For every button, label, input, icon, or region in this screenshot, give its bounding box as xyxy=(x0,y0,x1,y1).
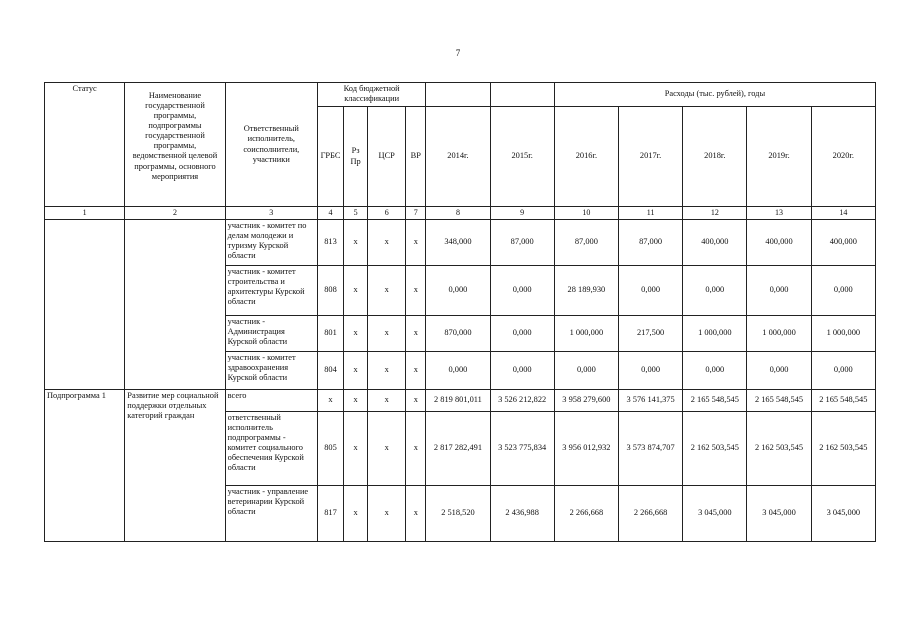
column-number: 6 xyxy=(368,207,406,220)
value-cell: 3 045,000 xyxy=(747,486,811,542)
value-cell: 2 817 282,491 xyxy=(426,412,490,486)
table-row xyxy=(45,390,876,412)
value-cell: 870,000 xyxy=(426,316,490,352)
value-cell: 0,000 xyxy=(618,266,682,316)
executor-cell: всего xyxy=(225,390,317,412)
value-cell: 2 165 548,545 xyxy=(747,390,811,412)
executor-cell: участник - управление ветеринарии Курской области xyxy=(225,486,317,542)
value-cell: 2 165 548,545 xyxy=(811,390,875,412)
rzpr-cell: x xyxy=(344,412,368,486)
value-cell: 2 162 503,545 xyxy=(747,412,811,486)
value-cell: 217,500 xyxy=(618,316,682,352)
value-cell: 87,000 xyxy=(490,220,554,266)
vr-cell: x xyxy=(406,220,426,266)
page-number: 7 xyxy=(455,48,461,58)
table-body xyxy=(45,220,876,542)
csr-cell: x xyxy=(368,412,406,486)
value-cell: 3 573 874,707 xyxy=(618,412,682,486)
value-cell: 2 266,668 xyxy=(554,486,618,542)
value-cell: 87,000 xyxy=(554,220,618,266)
value-cell: 2 266,668 xyxy=(618,486,682,542)
value-cell: 1 000,000 xyxy=(811,316,875,352)
value-cell: 3 958 279,600 xyxy=(554,390,618,412)
rzpr-cell: x xyxy=(344,266,368,316)
column-number: 7 xyxy=(406,207,426,220)
value-cell: 400,000 xyxy=(811,220,875,266)
csr-cell: x xyxy=(368,390,406,412)
executor-cell: участник - комитет здравоохранения Курской области xyxy=(225,352,317,390)
value-cell: 0,000 xyxy=(811,352,875,390)
header-rzpr: Рз Пр xyxy=(344,107,368,207)
executor-cell: участник - комитет по делам молодежи и туризму Курской области xyxy=(225,220,317,266)
value-cell: 2 819 801,011 xyxy=(426,390,490,412)
column-number: 14 xyxy=(811,207,875,220)
header-year: 2019г. xyxy=(747,107,811,207)
header-year: 2014г. xyxy=(426,107,490,207)
subprogram-status: Подпрограмма 1 xyxy=(45,390,125,542)
header-executor: Ответственный исполнитель, соисполнители, участники xyxy=(225,83,317,207)
csr-cell: x xyxy=(368,486,406,542)
value-cell: 0,000 xyxy=(747,352,811,390)
csr-cell: x xyxy=(368,316,406,352)
vr-cell: x xyxy=(406,316,426,352)
header-grbs: ГРБС xyxy=(317,107,343,207)
grbs-cell: 805 xyxy=(317,412,343,486)
value-cell: 1 000,000 xyxy=(747,316,811,352)
value-cell: 0,000 xyxy=(490,266,554,316)
value-cell: 0,000 xyxy=(683,352,747,390)
value-cell: 400,000 xyxy=(683,220,747,266)
executor-cell: участник - комитет строительства и архитектуры Курской области xyxy=(225,266,317,316)
value-cell: 1 000,000 xyxy=(683,316,747,352)
executor-cell: участник - Администрация Курской области xyxy=(225,316,317,352)
column-number: 12 xyxy=(683,207,747,220)
header-csr: ЦСР xyxy=(368,107,406,207)
budget-table xyxy=(44,82,876,542)
rzpr-cell: x xyxy=(344,486,368,542)
header-vr: ВР xyxy=(406,107,426,207)
subprogram-name: Развитие мер социальной поддержки отдельных категорий граждан xyxy=(125,390,225,542)
header-empty-cell xyxy=(490,83,554,107)
table-row xyxy=(45,220,876,266)
header-year: 2016г. xyxy=(554,107,618,207)
csr-cell: x xyxy=(368,352,406,390)
value-cell: 0,000 xyxy=(811,266,875,316)
column-number: 9 xyxy=(490,207,554,220)
grbs-cell: 804 xyxy=(317,352,343,390)
grbs-cell: x xyxy=(317,390,343,412)
rzpr-cell: x xyxy=(344,220,368,266)
executor-cell: ответственный исполнитель подпрограммы - комитет социального обеспечения Курской области xyxy=(225,412,317,486)
column-number: 5 xyxy=(344,207,368,220)
value-cell: 0,000 xyxy=(683,266,747,316)
value-cell: 0,000 xyxy=(426,352,490,390)
name-cell-empty xyxy=(125,220,225,390)
vr-cell: x xyxy=(406,412,426,486)
grbs-cell: 817 xyxy=(317,486,343,542)
column-number: 1 xyxy=(45,207,125,220)
value-cell: 2 162 503,545 xyxy=(683,412,747,486)
value-cell: 2 436,988 xyxy=(490,486,554,542)
value-cell: 1 000,000 xyxy=(554,316,618,352)
rzpr-cell: x xyxy=(344,390,368,412)
value-cell: 3 576 141,375 xyxy=(618,390,682,412)
value-cell: 3 523 775,834 xyxy=(490,412,554,486)
header-expenses: Расходы (тыс. рублей), годы xyxy=(554,83,875,107)
value-cell: 2 165 548,545 xyxy=(683,390,747,412)
grbs-cell: 801 xyxy=(317,316,343,352)
column-number: 3 xyxy=(225,207,317,220)
column-number: 10 xyxy=(554,207,618,220)
csr-cell: x xyxy=(368,266,406,316)
column-number: 8 xyxy=(426,207,490,220)
column-number-row xyxy=(45,207,876,220)
value-cell: 400,000 xyxy=(747,220,811,266)
csr-cell: x xyxy=(368,220,406,266)
value-cell: 3 045,000 xyxy=(683,486,747,542)
header-budget-code: Код бюджетной классификации xyxy=(317,83,425,107)
column-number: 2 xyxy=(125,207,225,220)
value-cell: 3 526 212,822 xyxy=(490,390,554,412)
value-cell: 2 518,520 xyxy=(426,486,490,542)
vr-cell: x xyxy=(406,486,426,542)
rzpr-cell: x xyxy=(344,352,368,390)
column-number: 11 xyxy=(618,207,682,220)
header-year: 2015г. xyxy=(490,107,554,207)
table-header xyxy=(45,83,876,220)
value-cell: 3 045,000 xyxy=(811,486,875,542)
status-cell-empty xyxy=(45,220,125,390)
header-year: 2018г. xyxy=(683,107,747,207)
value-cell: 0,000 xyxy=(554,352,618,390)
value-cell: 0,000 xyxy=(747,266,811,316)
value-cell: 348,000 xyxy=(426,220,490,266)
header-empty-cell xyxy=(426,83,490,107)
column-number: 4 xyxy=(317,207,343,220)
value-cell: 3 956 012,932 xyxy=(554,412,618,486)
value-cell: 0,000 xyxy=(618,352,682,390)
vr-cell: x xyxy=(406,390,426,412)
header-status: Статус xyxy=(45,83,125,207)
column-number: 13 xyxy=(747,207,811,220)
grbs-cell: 813 xyxy=(317,220,343,266)
header-year: 2020г. xyxy=(811,107,875,207)
value-cell: 87,000 xyxy=(618,220,682,266)
header-name: Наименование государственной программы, подпрограммы государственной программы, ведомственной целевой программы, основного мероприятия xyxy=(125,83,225,207)
value-cell: 2 162 503,545 xyxy=(811,412,875,486)
vr-cell: x xyxy=(406,266,426,316)
rzpr-cell: x xyxy=(344,316,368,352)
header-year: 2017г. xyxy=(618,107,682,207)
vr-cell: x xyxy=(406,352,426,390)
value-cell: 0,000 xyxy=(490,352,554,390)
value-cell: 0,000 xyxy=(426,266,490,316)
value-cell: 0,000 xyxy=(490,316,554,352)
grbs-cell: 808 xyxy=(317,266,343,316)
value-cell: 28 189,930 xyxy=(554,266,618,316)
